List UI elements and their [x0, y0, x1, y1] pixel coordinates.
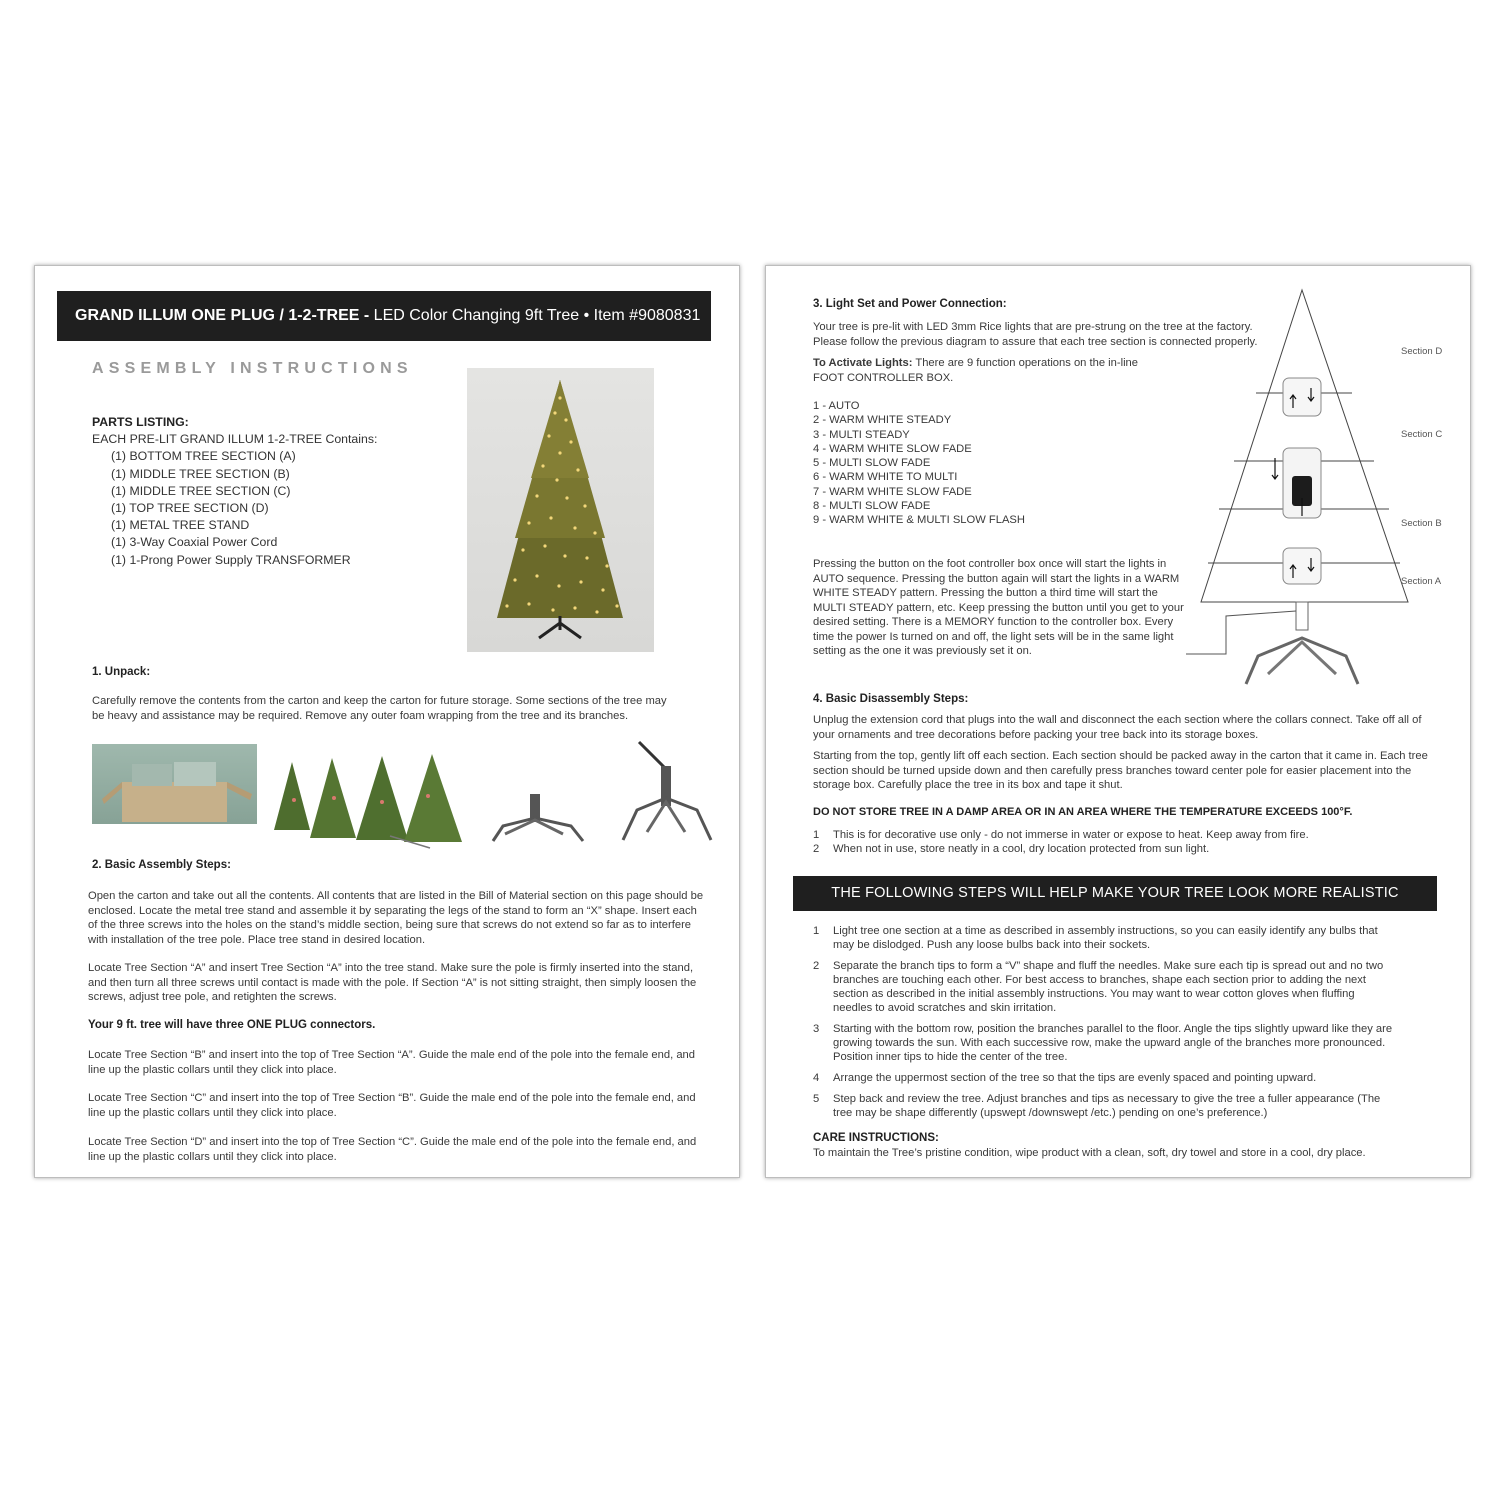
disassembly-paragraph-2: Starting from the top, gently lift off each section. Each section should be packed away in the carton that it came in. Each tree section should be turned upside down and then carefully press branches toward center pole for easier placement into the storage box. Carefully place the tree in its box and tape it shut.	[813, 750, 1428, 791]
function-item: 7 - WARM WHITE SLOW FADE	[813, 485, 972, 498]
carton-photo	[92, 744, 257, 824]
parts-intro: EACH PRE-LIT GRAND ILLUM 1-2-TREE Contains:	[92, 432, 378, 447]
stand-folded-photo	[483, 786, 593, 848]
unpack-text: Carefully remove the contents from the carton and keep the carton for future storage. Some sections of the tree may be heavy and assistance may be required. Remove any outer foam wrapping from the tree and its branches.	[92, 695, 667, 722]
part-item: (1) 3-Way Coaxial Power Cord	[111, 535, 278, 550]
tree-illustration	[467, 368, 654, 652]
assembly-paragraph-3: Locate Tree Section “B” and insert into the top of Tree Section “A”. Guide the male end of the pole into the female end, and line up the plastic collars until they click into place.	[88, 1049, 695, 1076]
function-list	[813, 399, 1025, 528]
part-item: (1) MIDDLE TREE SECTION (C)	[111, 483, 291, 498]
assembly-paragraph-2: Locate Tree Section “A” and insert Tree Section “A” into the tree stand. Make sure the pole is firmly inserted into the stand, and then turn all three screws until contact is made with the pole. If Section “A” is not sitting straight, then simply loosen the screws, adjust tree pole, and retighten the screws.	[88, 962, 697, 1003]
lights-heading: 3. Light Set and Power Connection:	[813, 298, 1007, 310]
assembly-heading: 2. Basic Assembly Steps:	[92, 859, 231, 871]
section-c-label: Section C	[1401, 429, 1443, 440]
realistic-steps	[813, 924, 1393, 1127]
function-item: 8 - MULTI SLOW FADE	[813, 500, 931, 513]
function-item: 3 - MULTI STEADY	[813, 428, 910, 441]
page-right	[765, 265, 1471, 1178]
lights-paragraph: Your tree is pre-lit with LED 3mm Rice lights that are pre-strung on the tree at the factory. Please follow the previous diagram to assure that each tree section is connected properly.	[813, 321, 1258, 348]
section-b-label: Section B	[1401, 518, 1442, 529]
list-item: 2 When not in use, store neatly in a cool, dry location protected from sun light.	[813, 843, 1210, 855]
one-plug-note: Your 9 ft. tree will have three ONE PLUG connectors.	[88, 1019, 376, 1031]
activate-lights-desc: There are 9 function operations on the in-line FOOT CONTROLLER BOX.	[813, 357, 1139, 384]
parts-listing	[92, 414, 377, 569]
part-item: (1) TOP TREE SECTION (D)	[111, 501, 269, 516]
function-item: 4 - WARM WHITE SLOW FADE	[813, 442, 972, 455]
disassembly-paragraph-1: Unplug the extension cord that plugs into the wall and disconnect the each section where the collars connect. Take off all of your ornaments and tree decorations before packing your tree back into its storage boxes.	[813, 714, 1422, 741]
disassembly-heading: 4. Basic Disassembly Steps:	[813, 693, 969, 705]
list-item: 5 Step back and review the tree. Adjust branches and tips as necessary to give the tree a fuller appearance (The tree may be shape differently (upswept /downswept /etc.) pending on one’s preference.)	[813, 1093, 1381, 1119]
assembly-paragraph-5: Locate Tree Section “D” and insert into the top of Tree Section “C”. Guide the male end of the pole into the female end, and line up the plastic collars until they click into place.	[88, 1136, 697, 1163]
list-item: 3 Starting with the bottom row, position the branches parallel to the floor. Angle the tips slightly upward like they are growing towards the sun. With each successive row, make the upward angle of the branches more pronounced. Position inner tips to hide the center of the tree.	[813, 1023, 1393, 1063]
stand-open-illustration	[617, 740, 717, 845]
tree-sections-illustration	[270, 740, 468, 852]
function-item: 1 - AUTO	[813, 400, 860, 412]
part-item: (1) METAL TREE STAND	[111, 518, 250, 533]
realistic-tips-banner: THE FOLLOWING STEPS WILL HELP MAKE YOUR TREE LOOK MORE REALISTIC	[793, 876, 1437, 911]
function-item: 5 - MULTI SLOW FADE	[813, 457, 931, 470]
carton-illustration	[92, 744, 257, 824]
part-item: (1) BOTTOM TREE SECTION (A)	[111, 449, 296, 464]
parts-heading: PARTS LISTING:	[92, 415, 189, 429]
banner-subtitle: LED Color Changing 9ft Tree • Item #9080831	[369, 307, 701, 324]
function-item: 9 - WARM WHITE & MULTI SLOW FLASH	[813, 514, 1025, 527]
title-banner	[57, 291, 711, 341]
banner-bold-title: GRAND ILLUM ONE PLUG / 1-2-TREE -	[75, 307, 370, 324]
activate-lights-label: To Activate Lights:	[813, 357, 913, 369]
list-item: 4 Arrange the uppermost section of the tree so that the tips are evenly spaced and pointing upward.	[813, 1072, 1317, 1084]
part-item: (1) MIDDLE TREE SECTION (B)	[111, 466, 290, 481]
safety-notes	[813, 828, 1413, 856]
care-heading: CARE INSTRUCTIONS:	[813, 1132, 939, 1144]
section-a-label: Section A	[1401, 576, 1442, 587]
activate-lights-text	[813, 356, 1158, 385]
tree-sections-photo	[270, 740, 468, 852]
unpack-heading: 1. Unpack:	[92, 666, 151, 678]
function-item: 2 - WARM WHITE STEADY	[813, 414, 952, 427]
storage-warning: DO NOT STORE TREE IN A DAMP AREA OR IN AN AREA WHERE THE TEMPERATURE EXCEEDS 100°F.	[813, 806, 1353, 818]
section-d-label: Section D	[1401, 346, 1443, 357]
list-item: 1 Light tree one section at a time as described in assembly instructions, so you can easily identify any bulbs that may be dislodged. Push any loose bulbs back into their sockets.	[813, 925, 1378, 951]
controller-instructions: Pressing the button on the foot controller box once will start the lights in AUTO sequence. Pressing the button again will start the lights in a WARM WHITE STEADY pattern. Pressing the button a third time will start the MULTI STEADY pattern, etc. Keep pressing the button until you get to your desired setting. There is a MEMORY function to the controller box. Every time the power Is turned on and off, the light sets will be in the same light setting as the one it was previously set it on.	[813, 558, 1184, 657]
stand-open-photo	[617, 740, 717, 845]
list-item: 1 This is for decorative use only - do not immerse in water or expose to heat. Keep away from fire.	[813, 829, 1309, 841]
tree-photo	[467, 368, 654, 652]
assembly-paragraph-4: Locate Tree Section “C” and insert into the top of Tree Section “B”. Guide the male end of the pole into the female end, and line up the plastic collars until they click into place.	[88, 1092, 696, 1119]
care-text: To maintain the Tree’s pristine condition, wipe product with a clean, soft, dry towel and store in a cool, dry place.	[813, 1147, 1366, 1159]
page-left	[34, 265, 740, 1178]
list-item: 2 Separate the branch tips to form a “V” shape and fluff the needles. Make sure each tip is spread out and no two branches are touching each other. For best access to branches, shape each section prior to adding the next section as described in the initial assembly instructions. You may want to wear cotton gloves when fluffing needles to avoid scratches and skin irritation.	[813, 960, 1384, 1014]
part-item: (1) 1-Prong Power Supply TRANSFORMER	[111, 552, 351, 567]
stand-folded-illustration	[483, 786, 593, 848]
assembly-instructions-heading: ASSEMBLY INSTRUCTIONS	[92, 360, 413, 377]
function-item: 6 - WARM WHITE TO MULTI	[813, 471, 958, 484]
assembly-paragraph-1: Open the carton and take out all the contents. All contents that are listed in the Bill of Material section on this page should be enclosed. Locate the metal tree stand and assemble it by separating the legs of the stand to form an “X” shape. Insert each of the three screws into the holes on the stand’s middle section, being sure that screws do not extend so far as to interfere with installation of the tree pole. Place tree stand in desired location.	[88, 890, 704, 946]
